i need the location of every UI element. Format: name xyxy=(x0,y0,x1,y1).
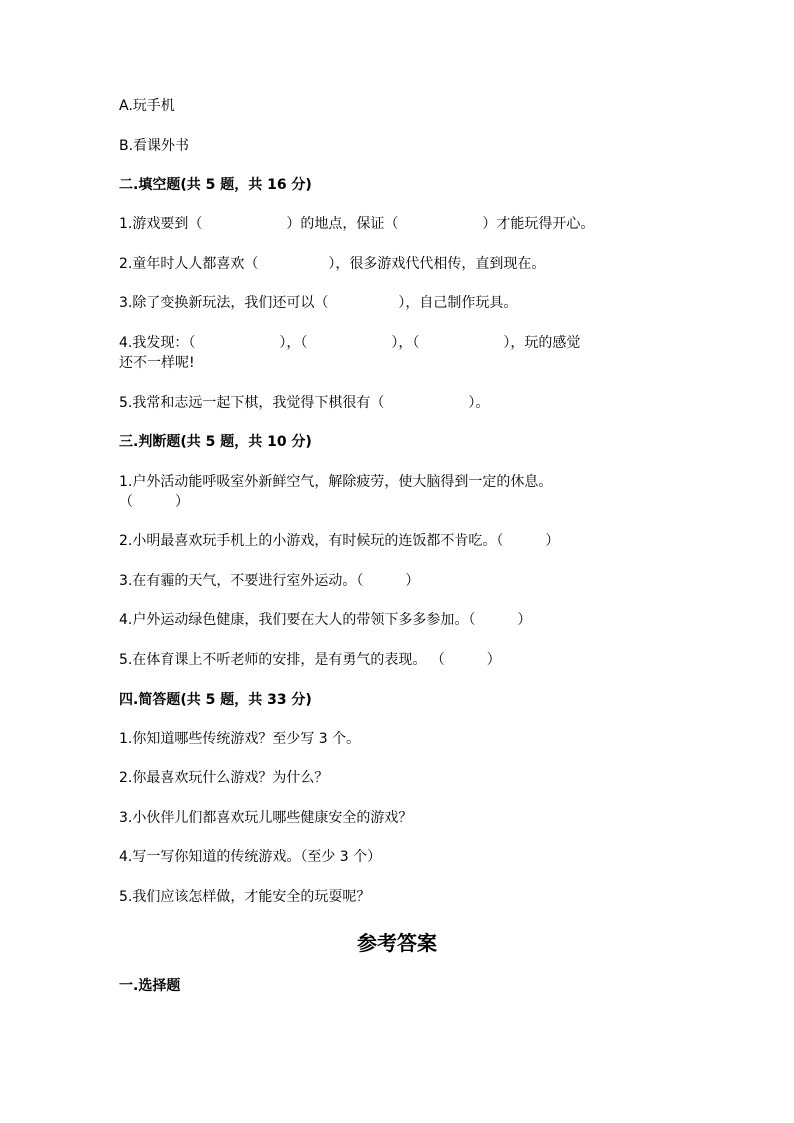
option-b: B.看课外书 xyxy=(119,138,190,154)
short-section-title: 四.简答题(共 5 题，共 33 分) xyxy=(119,692,312,708)
option-a: A.玩手机 xyxy=(119,98,175,114)
fill-question-4-line-1: 4.我发现：（ ），（ ），（ ），玩的感觉 xyxy=(119,335,581,351)
judge-question-3: 3.在有霾的天气，不要进行室外运动。（ ） xyxy=(119,573,420,589)
judge-question-1-line-2: （ ） xyxy=(119,494,189,510)
short-question-2: 2.你最喜欢玩什么游戏？为什么？ xyxy=(119,770,329,786)
judge-question-4: 4.户外运动绿色健康，我们要在大人的带领下多多参加。（ ） xyxy=(119,612,532,628)
short-question-4: 4.写一写你知道的传统游戏。（至少 3 个） xyxy=(119,849,382,865)
judge-question-1-line-1: 1.户外活动能呼吸室外新鲜空气，解除疲劳，使大脑得到一定的休息。 xyxy=(119,474,553,490)
fill-question-2: 2.童年时人人都喜欢（ ），很多游戏代代相传，直到现在。 xyxy=(119,256,546,272)
short-question-3: 3.小伙伴儿们都喜欢玩儿哪些健康安全的游戏？ xyxy=(119,810,413,826)
fill-question-4-line-2: 还不一样呢! xyxy=(119,355,195,371)
fill-question-3: 3.除了变换新玩法，我们还可以（ ），自己制作玩具。 xyxy=(119,295,518,311)
answer-section-1-title: 一.选择题 xyxy=(119,978,181,994)
judge-section-title: 三.判断题(共 5 题，共 10 分) xyxy=(119,434,312,450)
judge-question-2: 2.小明最喜欢玩手机上的小游戏，有时候玩的连饭都不肯吃。（ ） xyxy=(119,533,560,549)
short-question-5: 5.我们应该怎样做，才能安全的玩耍呢？ xyxy=(119,889,371,905)
judge-question-5: 5.在体育课上不听老师的安排，是有勇气的表现。 （ ） xyxy=(119,652,501,668)
fill-question-1: 1.游戏要到（ ）的地点，保证（ ）才能玩得开心。 xyxy=(119,216,595,232)
short-question-1: 1.你知道哪些传统游戏？至少写 3 个。 xyxy=(119,731,361,747)
fill-section-title: 二.填空题(共 5 题，共 16 分) xyxy=(119,177,312,193)
fill-question-5: 5.我常和志远一起下棋，我觉得下棋很有（ ）。 xyxy=(119,395,490,411)
answer-title: 参考答案 xyxy=(357,931,437,955)
